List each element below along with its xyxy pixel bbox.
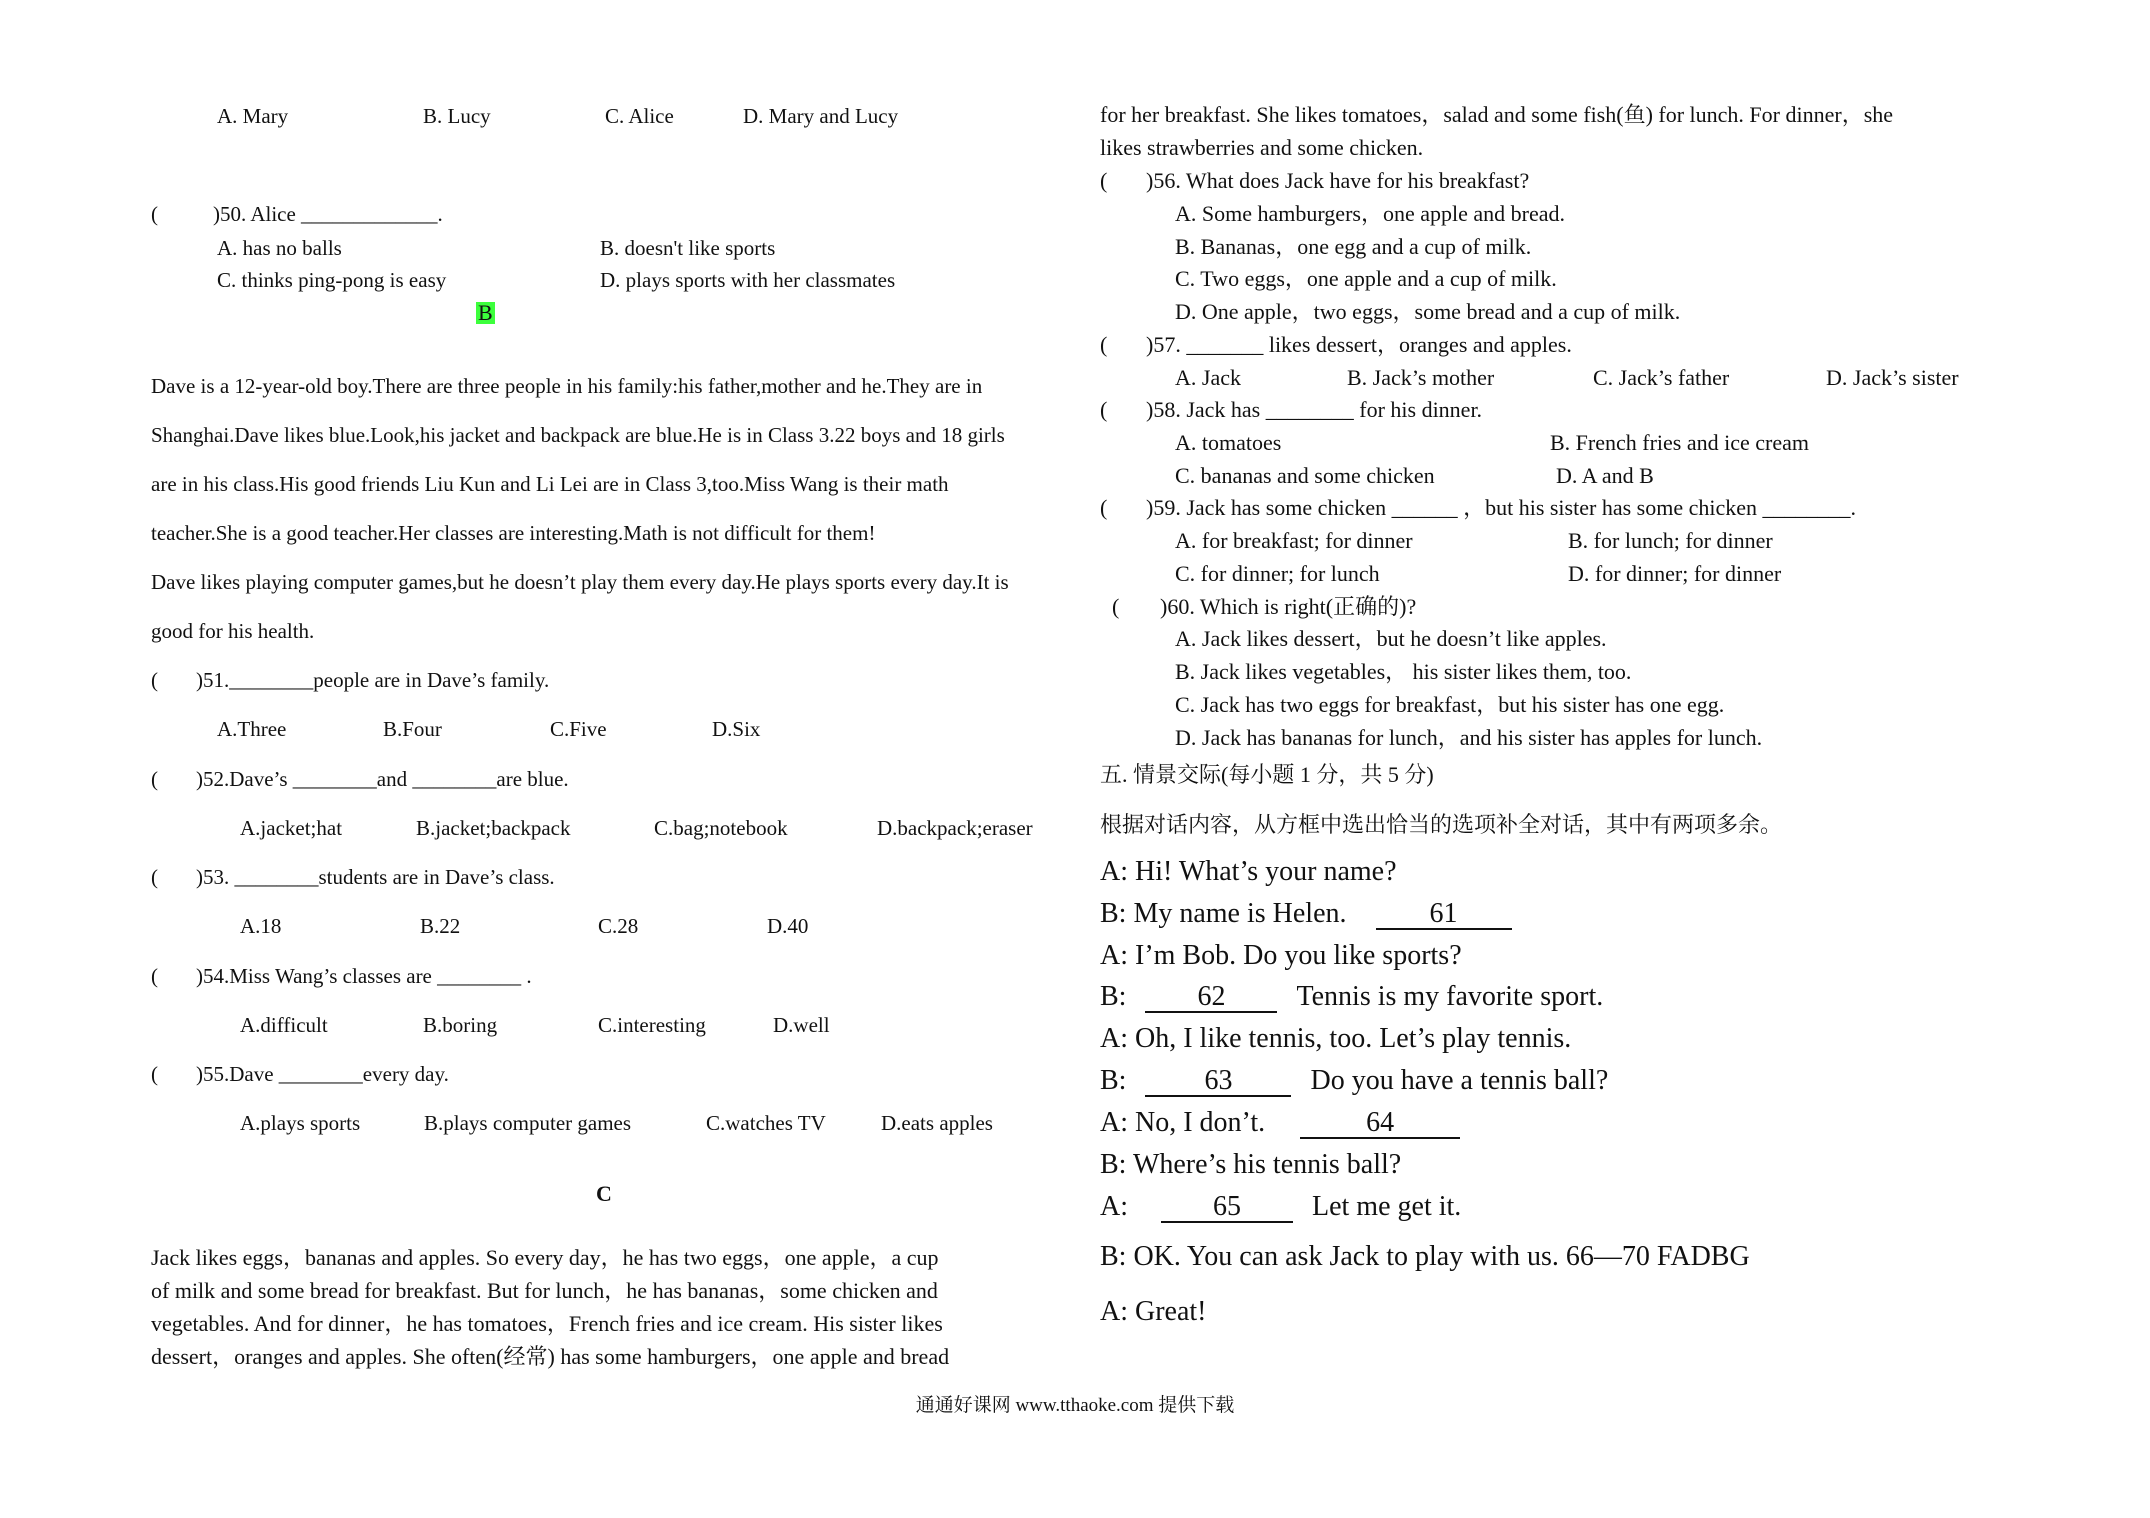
q52-stem: )52.Dave’s ________and ________are blue. <box>196 767 569 791</box>
q52-option-d: D.backpack;eraser <box>877 816 1033 840</box>
q54-option-a: A.difficult <box>240 1013 328 1037</box>
dialogue-text: B: <box>1100 981 1127 1012</box>
q58-option-d: D. A and B <box>1556 463 1654 488</box>
dialogue-text: B: My name is Helen. <box>1100 898 1347 929</box>
q49-option-a: A. Mary <box>217 104 289 128</box>
q60-paren: ( <box>1112 594 1120 619</box>
passage-b-line: Shanghai.Dave likes blue.Look,his jacket and backpack are blue.He is in Class 3.22 boys and 18 girls <box>151 423 1005 447</box>
q51-option-c: C.Five <box>550 717 607 741</box>
passage-c-cont-line: likes strawberries and some chicken. <box>1100 135 1424 160</box>
q55-option-c: C.watches TV <box>706 1111 826 1135</box>
dialogue-line: A: Oh, I like tennis, too. Let’s play tennis. <box>1100 1023 1572 1054</box>
q56-paren: ( <box>1100 168 1108 193</box>
q60-option-c: C. Jack has two eggs for breakfast，but his sister has one egg. <box>1175 692 1725 717</box>
blank-62: 62 <box>1145 983 1277 1013</box>
q56-option-d: D. One apple，two eggs，some bread and a cup of milk. <box>1175 299 1681 324</box>
q51-stem: )51.________people are in Dave’s family. <box>196 668 550 692</box>
q55-stem: )55.Dave ________every day. <box>196 1062 449 1086</box>
q58-option-a: A. tomatoes <box>1175 430 1282 455</box>
q57-option-c: C. Jack’s father <box>1593 365 1730 390</box>
section-b-label: B <box>478 300 493 325</box>
q50-option-b: B. doesn't like sports <box>600 236 776 260</box>
q57-paren: ( <box>1100 332 1108 357</box>
q58-option-c: C. bananas and some chicken <box>1175 463 1435 488</box>
dialogue-line <box>1100 1067 1608 1097</box>
blank-63: 63 <box>1145 1067 1291 1097</box>
q52-option-b: B.jacket;backpack <box>416 816 571 840</box>
q50-option-a: A. has no balls <box>217 236 342 260</box>
q50-option-c: C. thinks ping-pong is easy <box>217 268 447 292</box>
dialogue-text: A: No, I don’t. <box>1100 1107 1266 1138</box>
q57-option-b: B. Jack’s mother <box>1347 365 1495 390</box>
footer-text: 通通好课网 www.tthaoke.com 提供下载 <box>915 1395 1235 1416</box>
q59-option-b: B. for lunch; for dinner <box>1568 528 1773 553</box>
q55-option-b: B.plays computer games <box>424 1111 632 1135</box>
q52-option-c: C.bag;notebook <box>654 816 788 840</box>
passage-b-line: good for his health. <box>151 619 315 643</box>
q53-paren: ( <box>151 865 158 889</box>
q58-stem: )58. Jack has ________ for his dinner. <box>1146 397 1483 422</box>
dialogue-text: A: <box>1100 1191 1128 1222</box>
q54-stem: )54.Miss Wang’s classes are ________ . <box>196 964 532 988</box>
section-c-label: C <box>596 1181 612 1206</box>
q51-option-b: B.Four <box>383 717 442 741</box>
q50-option-d: D. plays sports with her classmates <box>600 268 896 292</box>
q51-option-a: A.Three <box>217 717 287 741</box>
q60-stem: )60. Which is right(正确的)? <box>1160 594 1417 619</box>
q54-option-d: D.well <box>773 1013 830 1037</box>
q59-option-d: D. for dinner; for dinner <box>1568 561 1782 586</box>
section5-title: 五. 情景交际(每小题 1 分，共 5 分) <box>1100 762 1434 787</box>
q56-option-c: C. Two eggs，one apple and a cup of milk. <box>1175 266 1557 291</box>
blank-64: 64 <box>1300 1109 1460 1139</box>
q60-option-d: D. Jack has bananas for lunch，and his sister has apples for lunch. <box>1175 725 1763 750</box>
q56-stem: )56. What does Jack have for his breakfast? <box>1146 168 1530 193</box>
q54-option-b: B.boring <box>423 1013 498 1037</box>
q59-paren: ( <box>1100 495 1108 520</box>
passage-b-line: Dave is a 12-year-old boy.There are three people in his family:his father,mother and he.They are in <box>151 374 983 398</box>
q60-option-a: A. Jack likes dessert，but he doesn’t like apples. <box>1175 626 1607 651</box>
q49-option-c: C. Alice <box>605 104 674 128</box>
q57-option-d: D. Jack’s sister <box>1826 365 1959 390</box>
dialogue-text: Tennis is my favorite sport. <box>1296 981 1604 1012</box>
q56-option-b: B. Bananas，one egg and a cup of milk. <box>1175 234 1532 259</box>
q53-option-a: A.18 <box>240 914 282 938</box>
passage-c-line: dessert，oranges and apples. She often(经常) has some hamburgers，one apple and bread <box>151 1344 950 1369</box>
dialogue-text: Do you have a tennis ball? <box>1310 1065 1609 1096</box>
dialogue-line: A: Great! <box>1100 1296 1207 1327</box>
q59-stem: )59. Jack has some chicken ______ ，but his sister has some chicken ________. <box>1146 495 1856 520</box>
dialogue-line <box>1100 1193 1461 1223</box>
blank-61: 61 <box>1376 900 1512 930</box>
passage-c-cont-line: for her breakfast. She likes tomatoes，salad and some fish(鱼) for lunch. For dinner，she <box>1100 102 1894 127</box>
q56-option-a: A. Some hamburgers，one apple and bread. <box>1175 201 1565 226</box>
q58-paren: ( <box>1100 397 1108 422</box>
dialogue-text: Let me get it. <box>1312 1191 1462 1222</box>
q50-paren: ( <box>151 202 158 226</box>
q53-stem: )53. ________students are in Dave’s class. <box>196 865 555 889</box>
q52-option-a: A.jacket;hat <box>240 816 343 840</box>
dialogue-line <box>1100 900 1512 930</box>
passage-b-line: teacher.She is a good teacher.Her classes are interesting.Math is not difficult for them! <box>151 521 876 545</box>
dialogue-line: B: OK. You can ask Jack to play with us. 66—70 FADBG <box>1100 1241 1750 1272</box>
q59-option-a: A. for breakfast; for dinner <box>1175 528 1413 553</box>
q52-paren: ( <box>151 767 158 791</box>
q57-option-a: A. Jack <box>1175 365 1241 390</box>
passage-c-line: vegetables. And for dinner，he has tomatoes，French fries and ice cream. His sister likes <box>151 1311 943 1336</box>
q53-option-d: D.40 <box>767 914 809 938</box>
passage-c-line: of milk and some bread for breakfast. But for lunch，he has bananas，some chicken and <box>151 1278 938 1303</box>
dialogue-line <box>1100 983 1603 1013</box>
q49-option-b: B. Lucy <box>423 104 491 128</box>
q51-paren: ( <box>151 668 158 692</box>
q55-option-a: A.plays sports <box>240 1111 361 1135</box>
section5-instruction: 根据对话内容，从方框中选出恰当的选项补全对话，其中有两项多余。 <box>1100 812 1783 837</box>
blank-65: 65 <box>1161 1193 1293 1223</box>
dialogue-line: B: Where’s his tennis ball? <box>1100 1149 1402 1180</box>
q54-paren: ( <box>151 964 158 988</box>
dialogue-line: A: I’m Bob. Do you like sports? <box>1100 940 1462 971</box>
passage-b-line: Dave likes playing computer games,but he doesn’t play them every day.He plays sports every day.It is <box>151 570 1009 594</box>
q51-option-d: D.Six <box>712 717 761 741</box>
q49-option-d: D. Mary and Lucy <box>743 104 899 128</box>
q53-option-b: B.22 <box>420 914 461 938</box>
dialogue-line: A: Hi! What’s your name? <box>1100 856 1397 887</box>
q60-option-b: B. Jack likes vegetables， his sister likes them, too. <box>1175 659 1632 684</box>
dialogue-line <box>1100 1109 1460 1139</box>
q50-stem: )50. Alice _____________. <box>213 202 443 226</box>
q59-option-c: C. for dinner; for lunch <box>1175 561 1380 586</box>
dialogue-text: B: <box>1100 1065 1127 1096</box>
q53-option-c: C.28 <box>598 914 639 938</box>
q55-option-d: D.eats apples <box>881 1111 993 1135</box>
passage-c-line: Jack likes eggs，bananas and apples. So every day，he has two eggs，one apple，a cup <box>151 1245 939 1270</box>
q57-stem: )57. _______ likes dessert，oranges and apples. <box>1146 332 1572 357</box>
q58-option-b: B. French fries and ice cream <box>1550 430 1809 455</box>
passage-b-line: are in his class.His good friends Liu Kun and Li Lei are in Class 3,too.Miss Wang is their math <box>151 472 949 496</box>
q54-option-c: C.interesting <box>598 1013 706 1037</box>
q55-paren: ( <box>151 1062 158 1086</box>
